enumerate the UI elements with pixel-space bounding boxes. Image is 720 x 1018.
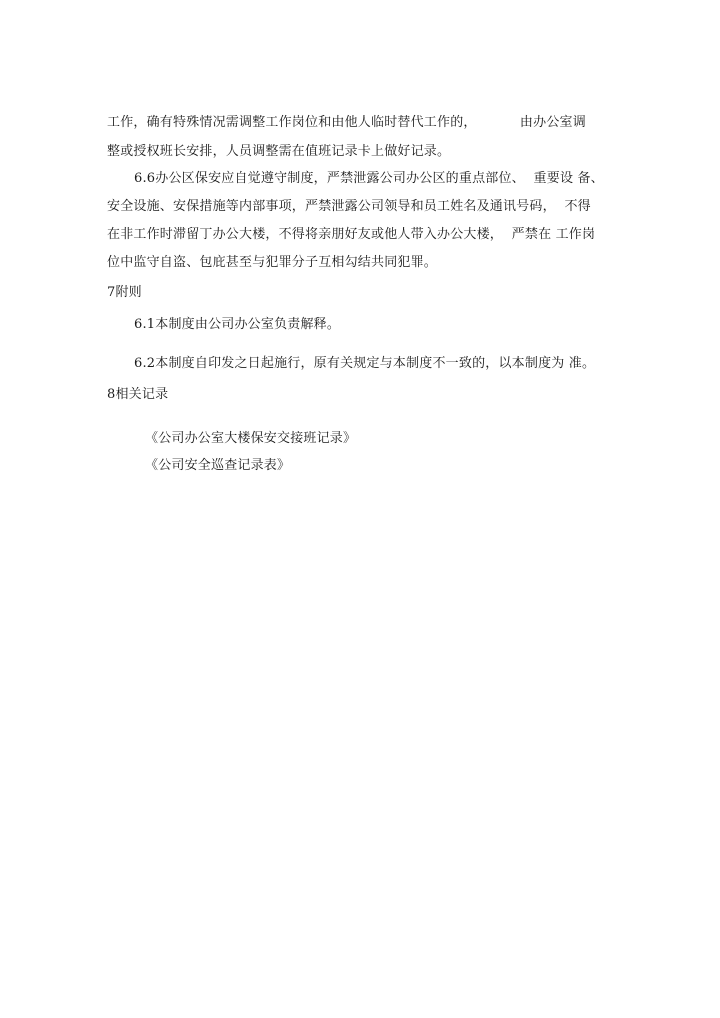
paragraph-line: 位中监守自盗、包庇甚至与犯罪分子互相勾结共同犯罪。 bbox=[107, 255, 438, 270]
record-item: 《公司办公室大楼保安交接班记录》 bbox=[145, 431, 357, 446]
section-heading-7: 7附则 bbox=[107, 285, 142, 300]
paragraph-line: 工作，确有特殊情况需调整工作岗位和由他人临时替代工作的， 由办公室调 bbox=[107, 115, 586, 130]
paragraph-line: 安全设施、安保措施等内部事项，严禁泄露公司领导和员工姓名及通讯号码， 不得 bbox=[107, 199, 591, 214]
clause-6-2: 6.2本制度自印发之日起施行，原有关规定与本制度不一致的，以本制度为 准。 bbox=[134, 356, 596, 371]
clause-6-1: 6.1本制度由公司办公室负责解释。 bbox=[134, 317, 341, 332]
section-heading-8: 8相关记录 bbox=[107, 387, 169, 402]
paragraph-line: 6.6办公区保安应自觉遵守制度，严禁泄露公司办公区的重点部位、 重要设 备、 bbox=[134, 171, 604, 186]
record-item: 《公司安全巡查记录表》 bbox=[145, 458, 291, 473]
paragraph-line: 整或授权班长安排，人员调整需在值班记录卡上做好记录。 bbox=[107, 144, 451, 159]
paragraph-line: 在非工作时滞留丁办公大楼，不得将亲朋好友或他人带入办公大楼， 严禁在 工作岗 bbox=[107, 227, 596, 242]
